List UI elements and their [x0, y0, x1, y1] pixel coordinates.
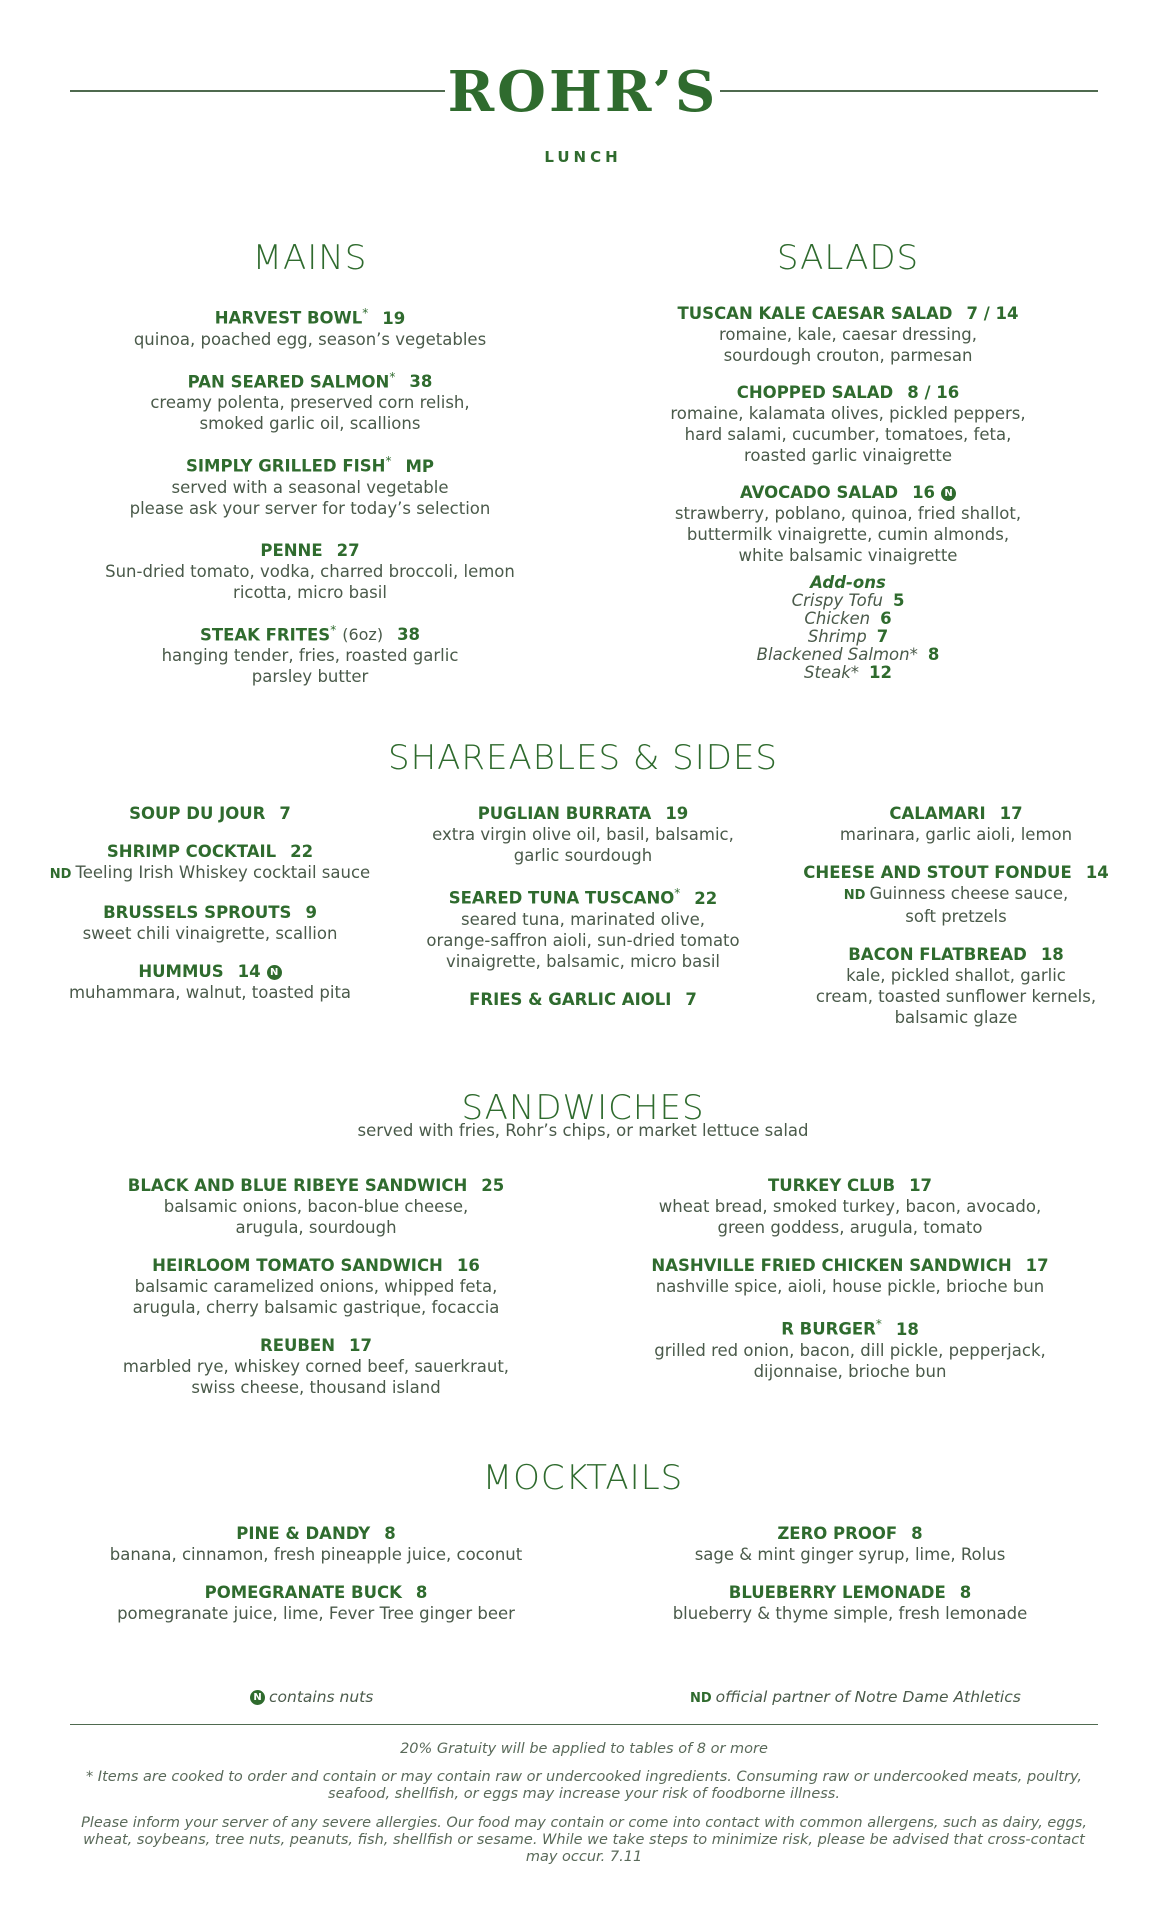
menu-item [30, 841, 390, 885]
addon-price: 6 [880, 609, 892, 628]
item-name-row [66, 1582, 566, 1603]
item-name: POMEGRANATE BUCK [204, 1583, 402, 1602]
shareables-column-1 [30, 803, 390, 1020]
item-description-text: cream, toasted sunflower kernels, [815, 987, 1097, 1006]
section-title-sandwiches: SANDWICHES [461, 1088, 705, 1128]
item-description [66, 1276, 566, 1297]
mocktails-left-list [66, 1523, 566, 1641]
item-name: PUGLIAN BURRATA [477, 804, 652, 823]
item-description-text: quinoa, poached egg, season’s vegetables [133, 329, 487, 349]
item-name-row [402, 883, 764, 909]
item-star: * [389, 369, 396, 384]
meal-label: LUNCH [544, 148, 622, 166]
item-name: PINE & DANDY [236, 1524, 371, 1543]
item-description-text: balsamic glaze [894, 1008, 1018, 1027]
item-note: (6oz) [342, 625, 384, 644]
item-description [402, 909, 764, 930]
item-description [598, 345, 1098, 366]
item-name-row [402, 989, 764, 1010]
item-description [600, 1544, 1100, 1565]
item-description-text: dijonnaise, brioche bun [753, 1361, 947, 1381]
menu-item [30, 902, 390, 944]
item-description [30, 982, 390, 1003]
item-description [66, 1297, 566, 1318]
item-description-text: romaine, kale, caesar dressing, [718, 325, 978, 344]
nut-icon: N [941, 486, 956, 501]
item-description [598, 324, 1098, 345]
item-description-text: swiss cheese, thousand island [191, 1378, 441, 1397]
addon-price: 7 [876, 627, 889, 646]
item-name-row [30, 961, 390, 982]
item-description [776, 986, 1136, 1007]
item-name-row [600, 1175, 1100, 1196]
item-description-text: hard salami, cucumber, tomatoes, feta, [684, 425, 1012, 444]
nut-icon: N [267, 965, 282, 980]
item-name: AVOCADO SALAD [739, 483, 899, 502]
item-name-row [776, 803, 1136, 824]
item-price: 19 [382, 308, 406, 328]
item-description [66, 1544, 566, 1565]
item-description [402, 824, 764, 845]
addon-item [598, 628, 1098, 646]
item-price: 27 [336, 540, 360, 560]
item-name: PENNE [260, 540, 323, 560]
item-price: 16 [912, 483, 936, 502]
item-name-row [60, 620, 560, 646]
addon-price: 5 [892, 591, 905, 610]
item-description-text: seared tuna, marinated olive, [460, 909, 706, 929]
item-description-text: marinara, garlic aioli, lemon [839, 825, 1073, 844]
item-name-row [776, 862, 1136, 883]
item-name-row [600, 1314, 1100, 1340]
item-name-row [600, 1582, 1100, 1603]
item-name-row [60, 367, 560, 393]
legend-nuts [250, 1688, 373, 1706]
item-description [598, 545, 1098, 566]
item-name: STEAK FRITES [199, 625, 331, 644]
item-price: 18 [1040, 945, 1064, 964]
item-name-row [60, 540, 560, 561]
item-description-text: balsamic caramelized onions, whipped feta, [134, 1277, 498, 1296]
addon-item [598, 646, 1098, 664]
item-name: BACON FLATBREAD [848, 945, 1027, 964]
item-name-row [60, 451, 560, 477]
item-name-row [30, 841, 390, 862]
item-description [600, 1217, 1100, 1238]
item-description [66, 1377, 566, 1398]
addon-name: Chicken [804, 609, 871, 628]
item-name: TURKEY CLUB [767, 1176, 896, 1195]
item-name: SHRIMP COCKTAIL [106, 842, 277, 861]
legend-notre-dame [690, 1688, 1021, 1706]
item-description-text: sweet chili vinaigrette, scallion [82, 924, 338, 943]
section-title-shareables: SHAREABLES & SIDES [387, 738, 779, 778]
raw-food-warning: * Items are cooked to order and contain or may contain raw or undercooked ingredients. Consuming raw or undercooked meats, poultry, seafood, shellfish, or eggs may increase your risk of foodborne illness. [85, 1769, 1083, 1802]
item-name-row [66, 1175, 566, 1196]
item-star: * [362, 306, 369, 320]
menu-item [598, 303, 1098, 366]
addon-item [598, 592, 1098, 610]
item-name: BLUEBERRY LEMONADE [728, 1583, 946, 1602]
menu-item [30, 961, 390, 1003]
salads-list [598, 303, 1098, 582]
item-description [402, 951, 764, 972]
item-description-text: buttermilk vinaigrette, cumin almonds, [686, 525, 1010, 544]
menu-item [600, 1255, 1100, 1297]
item-name-row [402, 803, 764, 824]
item-description [60, 413, 560, 434]
item-description-text: arugula, sourdough [235, 1218, 397, 1237]
legend-notre-dame-text: official partner of Notre Dame Athletics [715, 1688, 1021, 1706]
menu-item [598, 482, 1098, 566]
item-price: MP [405, 456, 434, 476]
addon-price: 8 [927, 645, 940, 664]
item-price: 14 [237, 962, 261, 981]
menu-item [600, 1175, 1100, 1238]
menu-item [60, 303, 560, 350]
item-description [776, 906, 1136, 927]
brand-logo: ROHR’S [447, 59, 719, 125]
item-description [776, 965, 1136, 986]
item-star: * [674, 886, 681, 900]
menu-item [66, 1335, 566, 1398]
menu-item [60, 540, 560, 603]
item-description [402, 930, 764, 951]
item-description-text: ricotta, micro basil [233, 582, 387, 602]
menu-item [66, 1175, 566, 1238]
item-name-row [600, 1523, 1100, 1544]
section-title-salads: SALADS [776, 238, 920, 278]
item-price: 7 [279, 804, 291, 823]
shareables-column-3 [776, 803, 1136, 1045]
item-description-text: extra virgin olive oil, basil, balsamic, [432, 825, 734, 844]
item-name-row [600, 1255, 1100, 1276]
item-price: 17 [349, 1336, 372, 1355]
item-description [598, 503, 1098, 524]
item-name: SOUP DU JOUR [129, 804, 266, 823]
item-price: 16 [456, 1256, 480, 1275]
item-name: SIMPLY GRILLED FISH [186, 456, 386, 476]
addons-list [598, 574, 1098, 682]
menu-item [30, 803, 390, 824]
item-description-text: romaine, kalamata olives, pickled peppers, [670, 404, 1026, 423]
menu-item [600, 1314, 1100, 1382]
menu-item [60, 367, 560, 435]
item-description [66, 1356, 566, 1377]
item-description [598, 524, 1098, 545]
item-name-row [598, 382, 1098, 403]
item-name: FRIES & GARLIC AIOLI [469, 989, 672, 1009]
item-description-text: nashville spice, aioli, house pickle, brioche bun [655, 1277, 1045, 1296]
item-price: 19 [665, 804, 689, 823]
item-description-text: served with a seasonal vegetable [171, 477, 449, 497]
item-description-text: Sun-dried tomato, vodka, charred broccoli, lemon [105, 561, 515, 581]
mocktails-right-list [600, 1523, 1100, 1641]
notre-dame-icon: ND [690, 1691, 712, 1706]
addon-price: 12 [869, 663, 892, 682]
item-description [60, 329, 560, 350]
item-description-text: soft pretzels [905, 907, 1007, 926]
item-price: 8 [911, 1524, 923, 1543]
item-description-text: kale, pickled shallot, garlic [846, 966, 1066, 985]
menu-item [402, 989, 764, 1010]
item-description [66, 1196, 566, 1217]
addon-name: Crispy Tofu [791, 591, 883, 610]
item-description-text: banana, cinnamon, fresh pineapple juice, coconut [109, 1545, 523, 1564]
item-description [30, 923, 390, 944]
shareables-column-2 [402, 803, 764, 1027]
item-description [600, 1276, 1100, 1297]
sandwiches-subtitle: served with fries, Rohr’s chips, or market lettuce salad [357, 1121, 809, 1140]
item-description-text: creamy polenta, preserved corn relish, [150, 393, 470, 412]
item-description-text: marbled rye, whiskey corned beef, sauerkraut, [122, 1357, 510, 1376]
item-description [600, 1340, 1100, 1361]
item-name: CALAMARI [889, 804, 986, 823]
menu-item [66, 1582, 566, 1624]
allergy-notice: Please inform your server of any severe allergies. Our food may contain or come into contact with common allergens, such as dairy, eggs, wheat, soybeans, tree nuts, peanuts, fish, shellfish or sesame. While we take steps to minimize risk, please be advised that cross-contact may occur. 7.11 [81, 1815, 1087, 1865]
item-description [600, 1603, 1100, 1624]
addon-item [598, 610, 1098, 628]
item-description [60, 477, 560, 498]
item-name: BLACK AND BLUE RIBEYE SANDWICH [127, 1176, 468, 1195]
item-price: 17 [999, 804, 1023, 823]
item-price: 38 [397, 625, 421, 644]
item-description [776, 824, 1136, 845]
item-description [776, 883, 1136, 906]
item-name: REUBEN [259, 1336, 336, 1355]
item-name: R BURGER [781, 1319, 876, 1339]
item-name-row [60, 303, 560, 329]
item-description-text: hanging tender, fries, roasted garlic [161, 646, 459, 665]
item-description-text: smoked garlic oil, scallions [199, 414, 421, 433]
item-name-row [30, 902, 390, 923]
menu-item [776, 862, 1136, 927]
menu-item [600, 1582, 1100, 1624]
addon-name: Blackened Salmon* [756, 645, 918, 664]
item-description [60, 666, 560, 687]
nut-icon: N [250, 1690, 265, 1705]
addon-name: Shrimp [807, 627, 867, 646]
item-description-text: garlic sourdough [513, 846, 653, 865]
item-name: ZERO PROOF [777, 1524, 898, 1543]
sandwiches-right-list [600, 1175, 1100, 1399]
item-name: SEARED TUNA TUSCANO [448, 888, 675, 908]
item-name: NASHVILLE FRIED CHICKEN SANDWICH [651, 1256, 1012, 1275]
menu-item [60, 620, 560, 688]
item-name-row [776, 944, 1136, 965]
item-description [776, 1007, 1136, 1028]
item-name-row [598, 303, 1098, 324]
legend-nuts-text: contains nuts [269, 1688, 374, 1706]
item-description [598, 445, 1098, 466]
item-price: 8 [384, 1524, 396, 1543]
item-name: HEIRLOOM TOMATO SANDWICH [152, 1256, 443, 1275]
item-description [598, 403, 1098, 424]
item-description [402, 845, 764, 866]
menu-item [776, 803, 1136, 845]
item-description [60, 392, 560, 413]
item-description [600, 1196, 1100, 1217]
item-description [600, 1361, 1100, 1382]
item-description-text: strawberry, poblano, quinoa, fried shallot, [674, 504, 1022, 523]
item-description [60, 561, 560, 582]
item-name: CHEESE AND STOUT FONDUE [803, 863, 1072, 882]
item-description [60, 498, 560, 519]
notre-dame-icon: ND [49, 867, 72, 882]
footer-rule [70, 1724, 1098, 1725]
item-description-text: balsamic onions, bacon-blue cheese, [163, 1197, 469, 1216]
item-name-row [30, 803, 390, 824]
gratuity-note: 20% Gratuity will be applied to tables of 8 or more [400, 1741, 768, 1757]
item-star: * [875, 1317, 882, 1331]
menu-item [66, 1255, 566, 1318]
item-name-row [66, 1523, 566, 1544]
item-price: 17 [1025, 1256, 1049, 1275]
item-price: 7 [685, 989, 697, 1009]
item-description-text: sourdough crouton, parmesan [723, 346, 973, 365]
section-title-mains: MAINS [252, 238, 368, 278]
item-name-row [66, 1335, 566, 1356]
menu-item [60, 451, 560, 519]
item-star: * [385, 454, 392, 468]
item-description-text: roasted garlic vinaigrette [743, 446, 953, 465]
item-description [66, 1217, 566, 1238]
item-name: CHOPPED SALAD [736, 383, 894, 402]
item-price: 18 [895, 1319, 919, 1339]
item-price: 22 [290, 842, 314, 861]
section-title-mocktails: MOCKTAILS [482, 1458, 684, 1498]
item-description-text: blueberry & thyme simple, fresh lemonade [672, 1604, 1028, 1623]
item-description [60, 645, 560, 666]
item-description-text: wheat bread, smoked turkey, bacon, avocado, [658, 1197, 1042, 1216]
item-description-text: white balsamic vinaigrette [738, 546, 958, 565]
item-price: 8 [959, 1583, 972, 1602]
menu-item [402, 883, 764, 972]
addon-name: Steak* [804, 663, 860, 682]
menu-item [776, 944, 1136, 1028]
item-description-text: grilled red onion, bacon, dill pickle, pepperjack, [654, 1340, 1046, 1360]
item-name: TUSCAN KALE CAESAR SALAD [677, 304, 953, 323]
menu-item [402, 803, 764, 866]
item-name: HUMMUS [138, 962, 224, 981]
item-description-text: Teeling Irish Whiskey cocktail sauce [75, 863, 371, 882]
item-price: 8 [415, 1583, 428, 1602]
item-description-text: orange-saffron aioli, sun-dried tomato [426, 930, 740, 950]
menu-item [600, 1523, 1100, 1565]
item-name-row [598, 482, 1098, 503]
item-price: 7 / 14 [966, 304, 1019, 323]
item-description-text: pomegranate juice, lime, Fever Tree ginger beer [117, 1604, 515, 1623]
item-description [30, 862, 390, 885]
item-price: 38 [409, 372, 433, 391]
item-price: 14 [1085, 863, 1109, 882]
item-price: 22 [694, 888, 718, 908]
item-description [598, 424, 1098, 445]
item-description-text: arugula, cherry balsamic gastrique, focaccia [132, 1298, 500, 1317]
item-description-text: parsley butter [251, 667, 369, 686]
item-description-text: vinaigrette, balsamic, micro basil [445, 951, 721, 971]
item-price: 9 [305, 903, 317, 922]
item-name: BRUSSELS SPROUTS [103, 903, 292, 922]
addons-title: Add-ons [810, 573, 886, 592]
item-price: 17 [909, 1176, 933, 1195]
item-name: PAN SEARED SALMON [187, 372, 390, 391]
item-price: 25 [481, 1176, 505, 1195]
menu-item [598, 382, 1098, 466]
item-description-text: muhammara, walnut, toasted pita [68, 983, 352, 1002]
addon-item [598, 664, 1098, 682]
item-description [66, 1603, 566, 1624]
item-star: * [330, 622, 337, 637]
item-name-row [66, 1255, 566, 1276]
item-description-text: green goddess, arugula, tomato [717, 1218, 983, 1237]
mains-list [60, 303, 560, 704]
menu-header [0, 59, 1166, 166]
item-description-text: please ask your server for today’s selection [129, 498, 491, 518]
item-price: 8 / 16 [907, 383, 960, 402]
item-name: HARVEST BOWL [214, 308, 363, 328]
notre-dame-icon: ND [843, 888, 866, 903]
item-description-text: sage & mint ginger syrup, lime, Rolus [694, 1545, 1006, 1564]
item-description-text: Guinness cheese sauce, [869, 884, 1069, 903]
menu-item [66, 1523, 566, 1565]
sandwiches-left-list [66, 1175, 566, 1415]
item-description [60, 582, 560, 603]
